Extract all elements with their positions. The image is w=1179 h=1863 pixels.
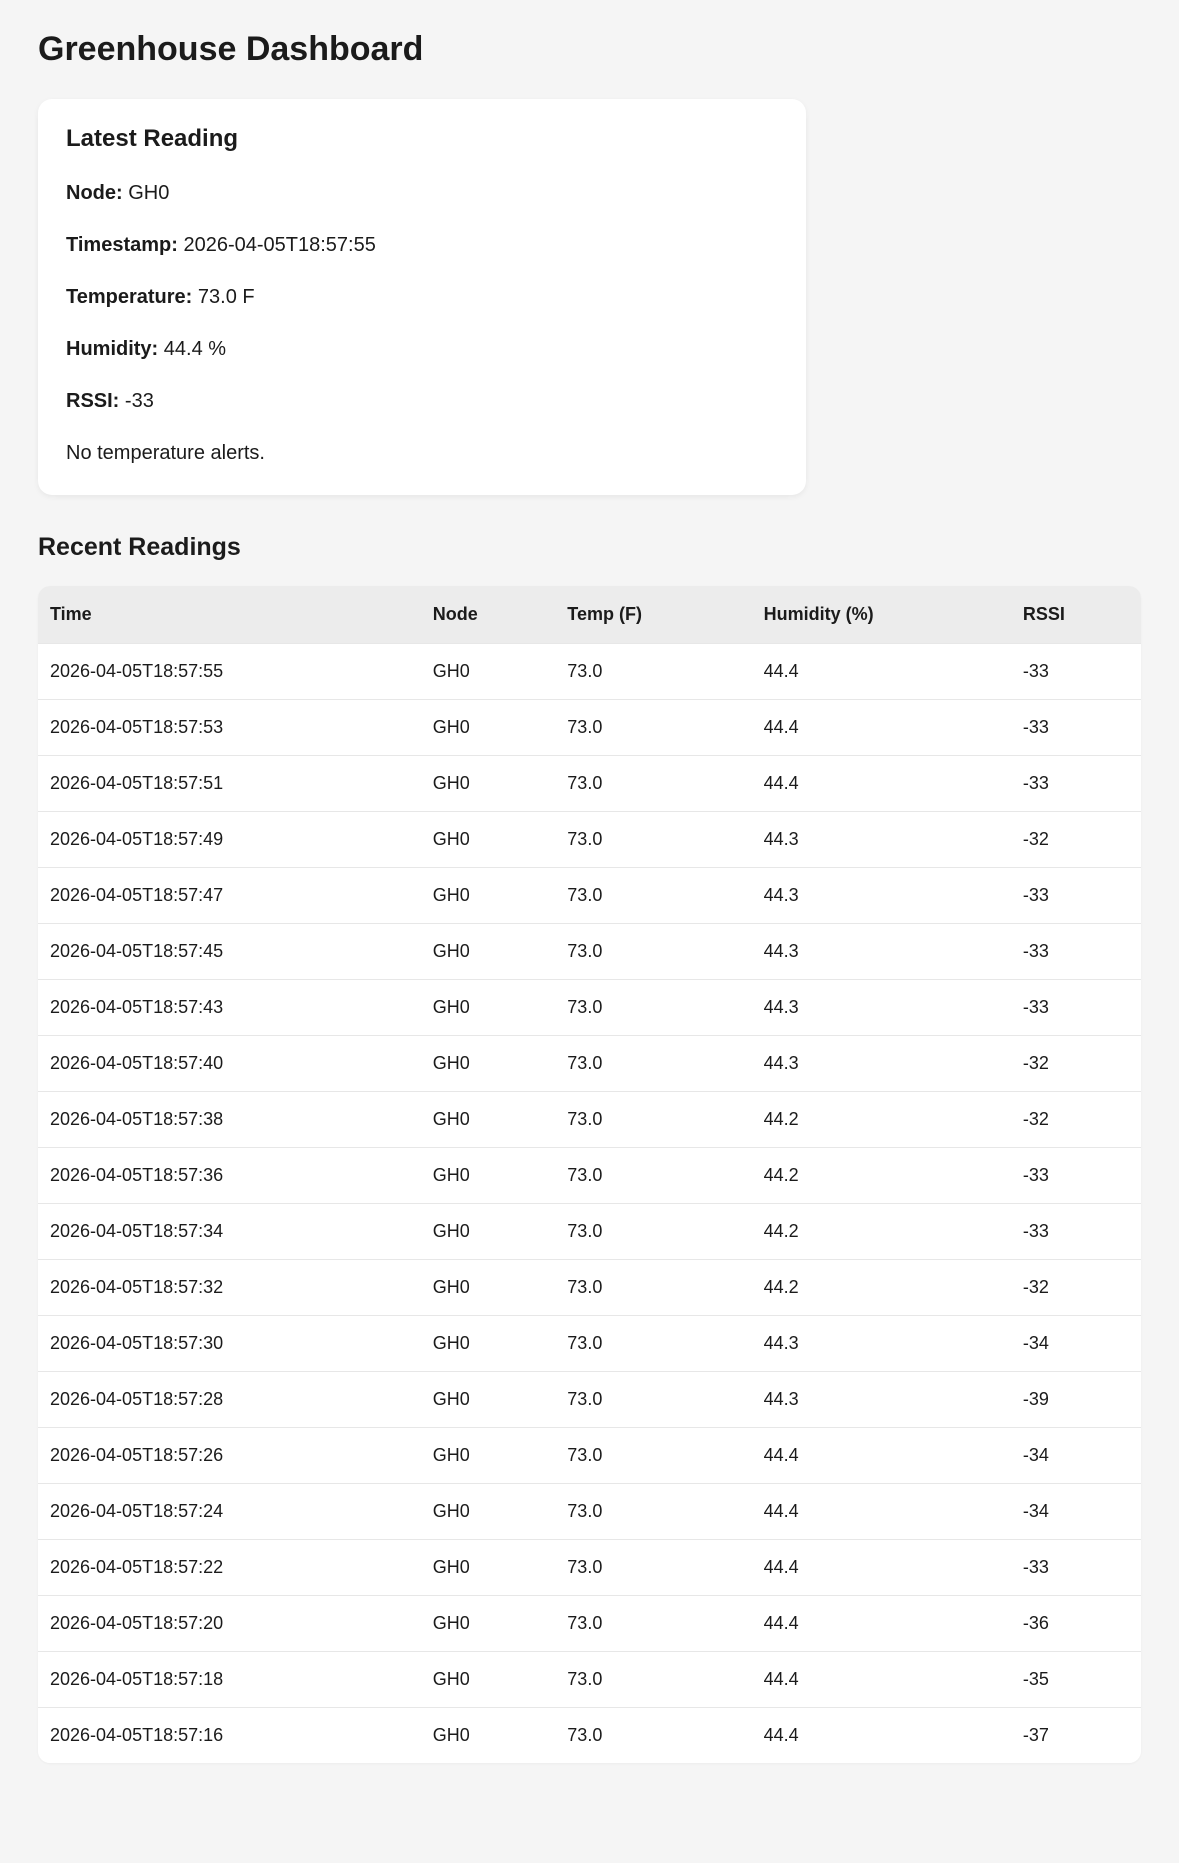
cell-rssi: -33 xyxy=(1011,1148,1141,1204)
cell-temp: 73.0 xyxy=(555,1540,751,1596)
readings-table-container xyxy=(38,586,1141,1763)
cell-time: 2026-04-05T18:57:47 xyxy=(38,868,421,924)
cell-node: GH0 xyxy=(421,1540,556,1596)
table-row xyxy=(38,1036,1141,1092)
cell-rssi: -33 xyxy=(1011,644,1141,700)
cell-temp: 73.0 xyxy=(555,924,751,980)
table-row xyxy=(38,1372,1141,1428)
cell-temp: 73.0 xyxy=(555,812,751,868)
header-cell-rssi: RSSI xyxy=(1011,586,1141,644)
field-node xyxy=(66,181,778,205)
cell-temp: 73.0 xyxy=(555,644,751,700)
readings-table xyxy=(38,586,1141,1763)
cell-node: GH0 xyxy=(421,924,556,980)
cell-rssi: -34 xyxy=(1011,1484,1141,1540)
table-row xyxy=(38,980,1141,1036)
header-row xyxy=(38,586,1141,644)
cell-temp: 73.0 xyxy=(555,1652,751,1708)
field-humidity-label: Humidity: xyxy=(66,338,159,361)
cell-time: 2026-04-05T18:57:53 xyxy=(38,700,421,756)
cell-node: GH0 xyxy=(421,1708,556,1764)
cell-node: GH0 xyxy=(421,1036,556,1092)
table-row xyxy=(38,1204,1141,1260)
field-timestamp xyxy=(66,233,778,257)
table-row xyxy=(38,1260,1141,1316)
cell-humidity: 44.3 xyxy=(752,1316,1011,1372)
cell-rssi: -33 xyxy=(1011,924,1141,980)
field-temperature-value: 73.0 F xyxy=(197,286,255,309)
table-row xyxy=(38,1428,1141,1484)
cell-time: 2026-04-05T18:57:34 xyxy=(38,1204,421,1260)
table-row xyxy=(38,700,1141,756)
cell-time: 2026-04-05T18:57:36 xyxy=(38,1148,421,1204)
cell-humidity: 44.3 xyxy=(752,1372,1011,1428)
cell-time: 2026-04-05T18:57:49 xyxy=(38,812,421,868)
cell-node: GH0 xyxy=(421,1316,556,1372)
cell-rssi: -35 xyxy=(1011,1652,1141,1708)
cell-temp: 73.0 xyxy=(555,980,751,1036)
cell-temp: 73.0 xyxy=(555,700,751,756)
header-cell-time: Time xyxy=(38,586,421,644)
cell-humidity: 44.2 xyxy=(752,1148,1011,1204)
cell-time: 2026-04-05T18:57:18 xyxy=(38,1652,421,1708)
cell-rssi: -33 xyxy=(1011,1540,1141,1596)
cell-rssi: -39 xyxy=(1011,1372,1141,1428)
cell-humidity: 44.2 xyxy=(752,1092,1011,1148)
cell-humidity: 44.4 xyxy=(752,1708,1011,1764)
cell-humidity: 44.3 xyxy=(752,868,1011,924)
cell-temp: 73.0 xyxy=(555,1484,751,1540)
cell-rssi: -32 xyxy=(1011,1260,1141,1316)
recent-readings-heading: Recent Readings xyxy=(38,533,241,562)
cell-rssi: -34 xyxy=(1011,1316,1141,1372)
page-title: Greenhouse Dashboard xyxy=(38,30,424,68)
cell-time: 2026-04-05T18:57:28 xyxy=(38,1372,421,1428)
alert-status-text: No temperature alerts. xyxy=(66,442,265,465)
cell-humidity: 44.2 xyxy=(752,1260,1011,1316)
field-humidity-value: 44.4 % xyxy=(163,338,227,361)
cell-time: 2026-04-05T18:57:20 xyxy=(38,1596,421,1652)
cell-rssi: -32 xyxy=(1011,1092,1141,1148)
field-rssi xyxy=(66,389,778,413)
cell-temp: 73.0 xyxy=(555,1148,751,1204)
cell-humidity: 44.3 xyxy=(752,812,1011,868)
field-timestamp-value: 2026-04-05T18:57:55 xyxy=(183,234,376,257)
table-row xyxy=(38,1652,1141,1708)
cell-humidity: 44.4 xyxy=(752,1540,1011,1596)
field-node-value: GH0 xyxy=(128,182,170,205)
table-row xyxy=(38,1596,1141,1652)
cell-time: 2026-04-05T18:57:51 xyxy=(38,756,421,812)
table-row xyxy=(38,1148,1141,1204)
cell-time: 2026-04-05T18:57:55 xyxy=(38,644,421,700)
field-timestamp-label: Timestamp: xyxy=(66,234,178,257)
cell-node: GH0 xyxy=(421,868,556,924)
table-row xyxy=(38,924,1141,980)
cell-node: GH0 xyxy=(421,1652,556,1708)
cell-rssi: -36 xyxy=(1011,1596,1141,1652)
cell-node: GH0 xyxy=(421,1428,556,1484)
cell-node: GH0 xyxy=(421,1092,556,1148)
cell-rssi: -33 xyxy=(1011,868,1141,924)
cell-node: GH0 xyxy=(421,1260,556,1316)
table-row xyxy=(38,1092,1141,1148)
table-row xyxy=(38,1484,1141,1540)
cell-temp: 73.0 xyxy=(555,756,751,812)
cell-node: GH0 xyxy=(421,1596,556,1652)
cell-rssi: -33 xyxy=(1011,700,1141,756)
cell-time: 2026-04-05T18:57:32 xyxy=(38,1260,421,1316)
cell-humidity: 44.4 xyxy=(752,700,1011,756)
cell-node: GH0 xyxy=(421,644,556,700)
cell-time: 2026-04-05T18:57:30 xyxy=(38,1316,421,1372)
table-row xyxy=(38,812,1141,868)
field-node-label: Node: xyxy=(66,182,123,205)
latest-reading-card xyxy=(38,99,806,495)
cell-rssi: -33 xyxy=(1011,980,1141,1036)
cell-temp: 73.0 xyxy=(555,1596,751,1652)
cell-humidity: 44.4 xyxy=(752,1428,1011,1484)
header-cell-temp: Temp (F) xyxy=(555,586,751,644)
cell-rssi: -32 xyxy=(1011,812,1141,868)
cell-rssi: -32 xyxy=(1011,1036,1141,1092)
readings-table-header xyxy=(38,586,1141,644)
table-row xyxy=(38,1540,1141,1596)
cell-humidity: 44.3 xyxy=(752,980,1011,1036)
cell-temp: 73.0 xyxy=(555,1708,751,1764)
field-humidity xyxy=(66,337,778,361)
cell-time: 2026-04-05T18:57:43 xyxy=(38,980,421,1036)
readings-table-body xyxy=(38,644,1141,1764)
table-row xyxy=(38,756,1141,812)
cell-node: GH0 xyxy=(421,1372,556,1428)
field-rssi-value: -33 xyxy=(124,390,154,413)
cell-node: GH0 xyxy=(421,812,556,868)
cell-humidity: 44.4 xyxy=(752,1652,1011,1708)
cell-humidity: 44.4 xyxy=(752,1596,1011,1652)
cell-humidity: 44.2 xyxy=(752,1204,1011,1260)
cell-humidity: 44.3 xyxy=(752,1036,1011,1092)
cell-time: 2026-04-05T18:57:26 xyxy=(38,1428,421,1484)
table-row xyxy=(38,1316,1141,1372)
cell-rssi: -34 xyxy=(1011,1428,1141,1484)
cell-time: 2026-04-05T18:57:16 xyxy=(38,1708,421,1764)
table-row xyxy=(38,1708,1141,1764)
cell-rssi: -33 xyxy=(1011,756,1141,812)
cell-humidity: 44.3 xyxy=(752,924,1011,980)
field-rssi-label: RSSI: xyxy=(66,390,120,413)
cell-node: GH0 xyxy=(421,1204,556,1260)
table-row xyxy=(38,644,1141,700)
header-cell-humidity: Humidity (%) xyxy=(752,586,1011,644)
field-temperature-label: Temperature: xyxy=(66,286,193,309)
field-temperature xyxy=(66,285,778,309)
cell-temp: 73.0 xyxy=(555,1428,751,1484)
cell-node: GH0 xyxy=(421,1148,556,1204)
table-row xyxy=(38,868,1141,924)
cell-node: GH0 xyxy=(421,1484,556,1540)
cell-temp: 73.0 xyxy=(555,1316,751,1372)
cell-time: 2026-04-05T18:57:24 xyxy=(38,1484,421,1540)
cell-temp: 73.0 xyxy=(555,1092,751,1148)
cell-rssi: -37 xyxy=(1011,1708,1141,1764)
cell-temp: 73.0 xyxy=(555,1372,751,1428)
cell-temp: 73.0 xyxy=(555,868,751,924)
cell-rssi: -33 xyxy=(1011,1204,1141,1260)
cell-time: 2026-04-05T18:57:45 xyxy=(38,924,421,980)
cell-time: 2026-04-05T18:57:40 xyxy=(38,1036,421,1092)
cell-temp: 73.0 xyxy=(555,1036,751,1092)
cell-temp: 73.0 xyxy=(555,1204,751,1260)
cell-humidity: 44.4 xyxy=(752,644,1011,700)
cell-humidity: 44.4 xyxy=(752,756,1011,812)
cell-temp: 73.0 xyxy=(555,1260,751,1316)
cell-time: 2026-04-05T18:57:38 xyxy=(38,1092,421,1148)
cell-time: 2026-04-05T18:57:22 xyxy=(38,1540,421,1596)
latest-reading-heading: Latest Reading xyxy=(66,125,239,153)
cell-node: GH0 xyxy=(421,756,556,812)
header-cell-node: Node xyxy=(421,586,556,644)
cell-humidity: 44.4 xyxy=(752,1484,1011,1540)
cell-node: GH0 xyxy=(421,980,556,1036)
cell-node: GH0 xyxy=(421,700,556,756)
